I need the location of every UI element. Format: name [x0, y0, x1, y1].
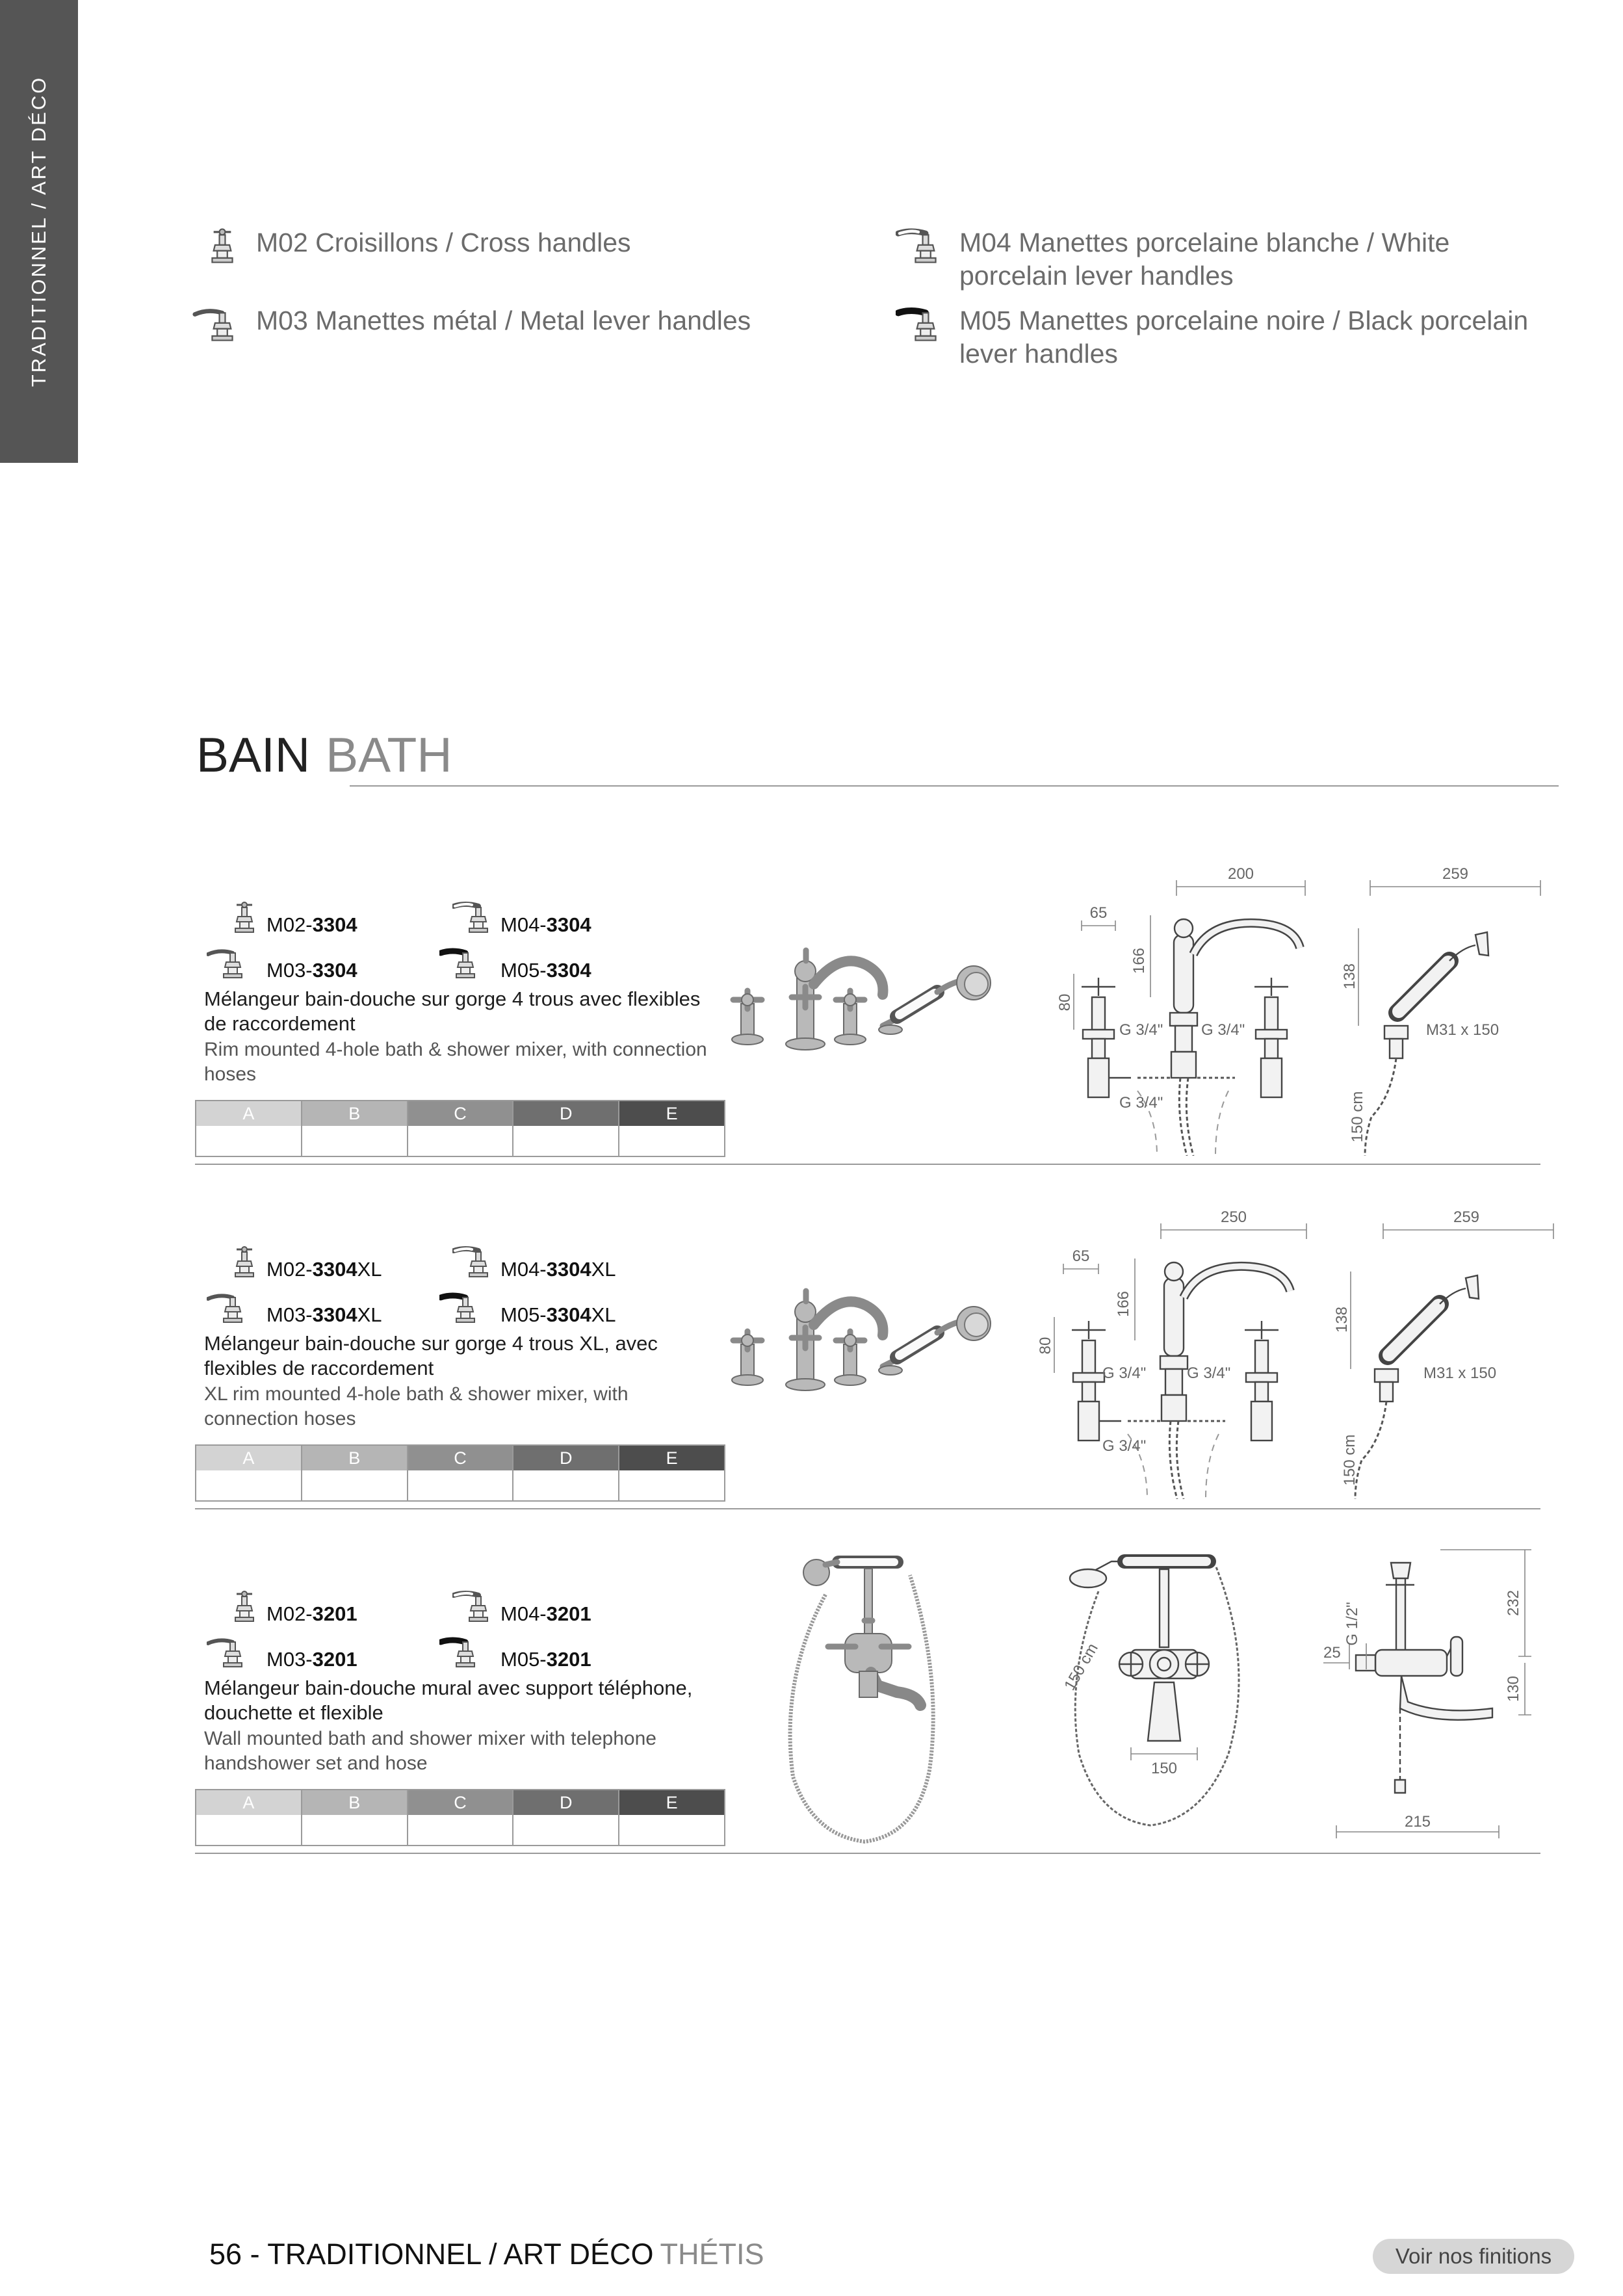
finish-col-e [619, 1101, 724, 1156]
svg-text:166: 166 [1130, 947, 1148, 974]
svg-text:G 3/4": G 3/4" [1187, 1364, 1231, 1382]
section-title-en: BATH [326, 727, 452, 782]
product-photo [767, 1533, 1040, 1851]
svg-text:130: 130 [1505, 1675, 1522, 1702]
technical-drawing-side [1323, 1526, 1538, 1851]
product-code-m05: M05-3201 [500, 1648, 591, 1671]
finish-col-e [619, 1790, 724, 1845]
product-photo [729, 867, 1015, 1127]
svg-text:150 cm: 150 cm [1349, 1091, 1366, 1143]
product-code-m05: M05-3304 [500, 959, 591, 982]
section-heading [196, 725, 452, 784]
legend-m04 [896, 226, 1533, 293]
finish-col-d [513, 1446, 619, 1500]
svg-text:150: 150 [1150, 1760, 1178, 1777]
footer-collection: THÉTIS [660, 2237, 764, 2271]
legend-m03-label: M03 Manettes métal / Metal lever handles [256, 306, 751, 335]
legend-m05-label: M05 Manettes porcelaine noire / Black porcelain lever handles [959, 306, 1529, 369]
finish-table [195, 1100, 725, 1157]
product-code-m05: M05-3304XL [500, 1303, 616, 1326]
svg-text:150 cm: 150 cm [1061, 1640, 1102, 1694]
white-porcelain-lever-icon [452, 1589, 504, 1624]
side-category-tab [0, 0, 78, 463]
cross-handle-icon [218, 900, 270, 935]
finish-head-d: D [513, 1446, 618, 1470]
product-code-m02: M02-3201 [266, 1602, 357, 1625]
legend-m05 [896, 304, 1533, 371]
description-fr: Mélangeur bain-douche sur gorge 4 trous XL, avec flexibles de raccordement [204, 1332, 658, 1379]
finish-col-a [196, 1101, 302, 1156]
product-3201 [195, 1520, 1540, 1858]
product-code-m03: M03-3201 [266, 1648, 357, 1671]
product-3304 [195, 831, 1540, 1169]
finish-head-b: B [302, 1790, 407, 1815]
svg-text:166: 166 [1115, 1290, 1132, 1318]
white-porcelain-lever-icon [452, 1244, 504, 1279]
finish-col-e [619, 1446, 724, 1500]
product-code-m03: M03-3304XL [266, 1303, 382, 1326]
finish-head-d: D [513, 1790, 618, 1815]
svg-text:138: 138 [1341, 963, 1358, 990]
finish-head-d: D [513, 1101, 618, 1126]
svg-text:G 3/4": G 3/4" [1119, 1094, 1163, 1112]
svg-text:200: 200 [1227, 865, 1254, 883]
svg-text:M31 x 150: M31 x 150 [1423, 1364, 1497, 1382]
finish-head-e: E [619, 1101, 724, 1126]
finish-table [195, 1444, 725, 1502]
cross-handle-icon [218, 1244, 270, 1279]
svg-text:80: 80 [1056, 993, 1074, 1011]
product-code-m04: M04-3201 [500, 1602, 591, 1625]
black-porcelain-lever-icon [439, 945, 491, 980]
technical-drawing-front [1059, 1533, 1306, 1845]
page-footer [209, 2236, 764, 2273]
finish-col-b [302, 1101, 408, 1156]
description-en: Wall mounted bath and shower mixer with telephone handshower set and hose [204, 1728, 656, 1774]
finish-col-a [196, 1790, 302, 1845]
metal-lever-handle-icon [207, 1290, 259, 1325]
black-porcelain-lever-icon [896, 304, 955, 343]
svg-text:25: 25 [1323, 1644, 1341, 1662]
finish-head-e: E [619, 1446, 724, 1470]
cross-handle-icon [218, 1589, 270, 1624]
finish-head-a: A [196, 1446, 301, 1470]
metal-lever-handle-icon [207, 1634, 259, 1669]
product-code-m04: M04-3304 [500, 913, 591, 936]
section-divider [350, 785, 1559, 787]
finish-head-c: C [408, 1790, 513, 1815]
view-finishes-button[interactable]: Voir nos finitions [1373, 2239, 1574, 2274]
finish-head-b: B [302, 1446, 407, 1470]
legend-m02 [192, 226, 686, 265]
finish-head-a: A [196, 1101, 301, 1126]
svg-text:65: 65 [1072, 1247, 1090, 1265]
finish-col-c [408, 1101, 514, 1156]
cross-handle-icon [192, 226, 252, 265]
finish-col-d [513, 1101, 619, 1156]
side-tab-label: TRADITIONNEL / ART DÉCO [27, 75, 50, 387]
finish-col-b [302, 1446, 408, 1500]
product-divider [195, 1508, 1540, 1509]
black-porcelain-lever-icon [439, 1290, 491, 1325]
svg-text:G 3/4": G 3/4" [1201, 1021, 1245, 1039]
svg-text:215: 215 [1404, 1813, 1431, 1831]
svg-text:M31 x 150: M31 x 150 [1426, 1021, 1500, 1039]
svg-text:250: 250 [1220, 1208, 1247, 1226]
svg-text:G 3/4": G 3/4" [1102, 1437, 1147, 1455]
finish-col-c [408, 1446, 514, 1500]
finish-col-a [196, 1446, 302, 1500]
product-code-m02: M02-3304 [266, 913, 357, 936]
product-code-m04: M04-3304XL [500, 1258, 616, 1281]
page-number: 56 [209, 2237, 242, 2271]
technical-drawing [1056, 850, 1553, 1156]
finish-head-c: C [408, 1446, 513, 1470]
svg-text:150 cm: 150 cm [1341, 1434, 1358, 1486]
finish-head-c: C [408, 1101, 513, 1126]
finish-head-b: B [302, 1101, 407, 1126]
black-porcelain-lever-icon [439, 1634, 491, 1669]
legend-m03 [192, 304, 842, 343]
product-code-m03: M03-3304 [266, 959, 357, 982]
white-porcelain-lever-icon [896, 226, 955, 265]
description-fr: Mélangeur bain-douche sur gorge 4 trous avec flexibles de raccordement [204, 987, 701, 1035]
finish-table [195, 1789, 725, 1846]
technical-drawing [1037, 1194, 1553, 1499]
svg-text:65: 65 [1089, 904, 1108, 922]
product-divider [195, 1853, 1540, 1854]
product-code-m02: M02-3304XL [266, 1258, 382, 1281]
svg-text:G 3/4": G 3/4" [1119, 1021, 1163, 1039]
product-photo [729, 1208, 1015, 1468]
footer-separator: - [242, 2237, 268, 2271]
legend-m04-label: M04 Manettes porcelaine blanche / White porcelain lever handles [959, 228, 1450, 291]
description-en: XL rim mounted 4-hole bath & shower mixer, with connection hoses [204, 1383, 629, 1429]
description-en: Rim mounted 4-hole bath & shower mixer, with connection hoses [204, 1039, 707, 1085]
finish-col-b [302, 1790, 408, 1845]
finish-head-e: E [619, 1790, 724, 1815]
legend-m02-label: M02 Croisillons / Cross handles [256, 228, 631, 257]
svg-text:80: 80 [1037, 1337, 1054, 1355]
product-3304xl [195, 1175, 1540, 1513]
finish-col-d [513, 1790, 619, 1845]
svg-text:259: 259 [1442, 865, 1469, 883]
footer-category: TRADITIONNEL / ART DÉCO [267, 2237, 654, 2271]
svg-text:G 3/4": G 3/4" [1102, 1364, 1147, 1382]
metal-lever-handle-icon [192, 304, 252, 343]
finish-col-c [408, 1790, 514, 1845]
svg-text:232: 232 [1505, 1589, 1522, 1617]
svg-text:138: 138 [1333, 1306, 1351, 1333]
metal-lever-handle-icon [207, 945, 259, 980]
section-title-fr: BAIN [196, 727, 311, 782]
description-fr: Mélangeur bain-douche mural avec support téléphone, douchette et flexible [204, 1676, 693, 1724]
white-porcelain-lever-icon [452, 900, 504, 935]
svg-text:G 1/2": G 1/2" [1344, 1602, 1361, 1646]
finish-head-a: A [196, 1790, 301, 1815]
svg-text:259: 259 [1453, 1208, 1480, 1226]
product-divider [195, 1164, 1540, 1165]
